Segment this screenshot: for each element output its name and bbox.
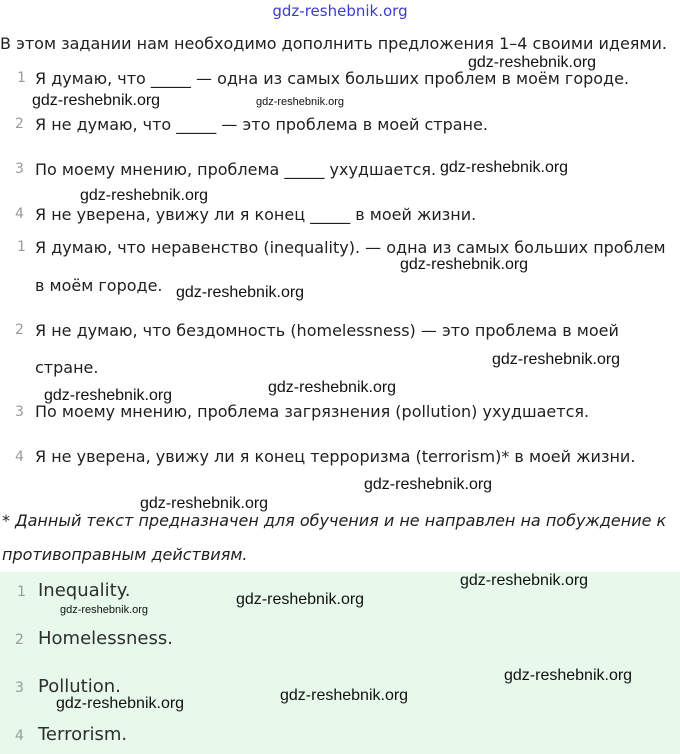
answer-item: Pollution. [38,676,121,697]
watermark: gdz-reshebnik.org [140,495,269,512]
template-number: 4 [15,206,24,222]
watermark: gdz-reshebnik.org [256,96,345,108]
watermark: gdz-reshebnik.org [44,387,173,404]
template-sentence: Я думаю, что _____ — одна из самых больших проблем в моём городе. [35,69,630,88]
watermark: gdz-reshebnik.org [364,476,493,493]
filled-sentence: Я не уверена, увижу ли я конец терроризма (terrorism)* в моей жизни. [35,447,636,466]
watermark: gdz-reshebnik.org [268,379,397,396]
filled-number: 4 [15,449,24,465]
watermark: gdz-reshebnik.org [56,695,185,712]
answer-item: Terrorism. [38,724,128,745]
watermark: gdz-reshebnik.org [400,256,529,273]
filled-sentence-continuation: стране. [35,358,99,377]
header-watermark: gdz-reshebnik.org [272,2,408,20]
filled-number: 1 [17,239,26,255]
disclaimer-note-continuation: противоправным действиям. [2,545,248,564]
answer-item: Inequality. [38,580,131,601]
template-sentence: По моему мнению, проблема _____ ухудшается. [35,160,437,179]
intro-text: В этом задании нам необходимо дополнить предложения 1–4 своими идеями. [0,34,667,53]
watermark: gdz-reshebnik.org [492,351,621,368]
answer-number: 2 [15,632,24,648]
filled-sentence: Я не думаю, что бездомность (homelessness) — это проблема в моей [35,321,619,340]
filled-sentence: Я думаю, что неравенство (inequality). — одна из самых больших проблем [35,238,666,257]
watermark: gdz-reshebnik.org [32,92,161,109]
template-number: 3 [15,161,24,177]
disclaimer-note: * Данный текст предназначен для обучения и не направлен на побуждение к [2,511,667,530]
template-number: 2 [15,116,24,132]
answer-number: 4 [15,728,24,744]
watermark: gdz-reshebnik.org [468,54,597,71]
watermark: gdz-reshebnik.org [176,284,305,301]
filled-number: 3 [15,404,24,420]
filled-number: 2 [15,322,24,338]
template-number: 1 [17,70,26,86]
watermark: gdz-reshebnik.org [504,667,633,684]
watermark: gdz-reshebnik.org [440,159,569,176]
watermark: gdz-reshebnik.org [80,187,209,204]
filled-sentence: По моему мнению, проблема загрязнения (pollution) ухудшается. [35,402,590,421]
watermark: gdz-reshebnik.org [236,591,365,608]
template-sentence: Я не уверена, увижу ли я конец _____ в моей жизни. [35,205,477,224]
watermark: gdz-reshebnik.org [60,604,149,616]
answer-number: 3 [15,680,24,696]
template-sentence: Я не думаю, что _____ — это проблема в моей стране. [35,115,488,134]
watermark: gdz-reshebnik.org [460,572,589,589]
filled-sentence-continuation: в моём городе. [35,276,163,295]
answer-number: 1 [17,584,26,600]
watermark: gdz-reshebnik.org [280,687,409,704]
answer-item: Homelessness. [38,628,173,649]
